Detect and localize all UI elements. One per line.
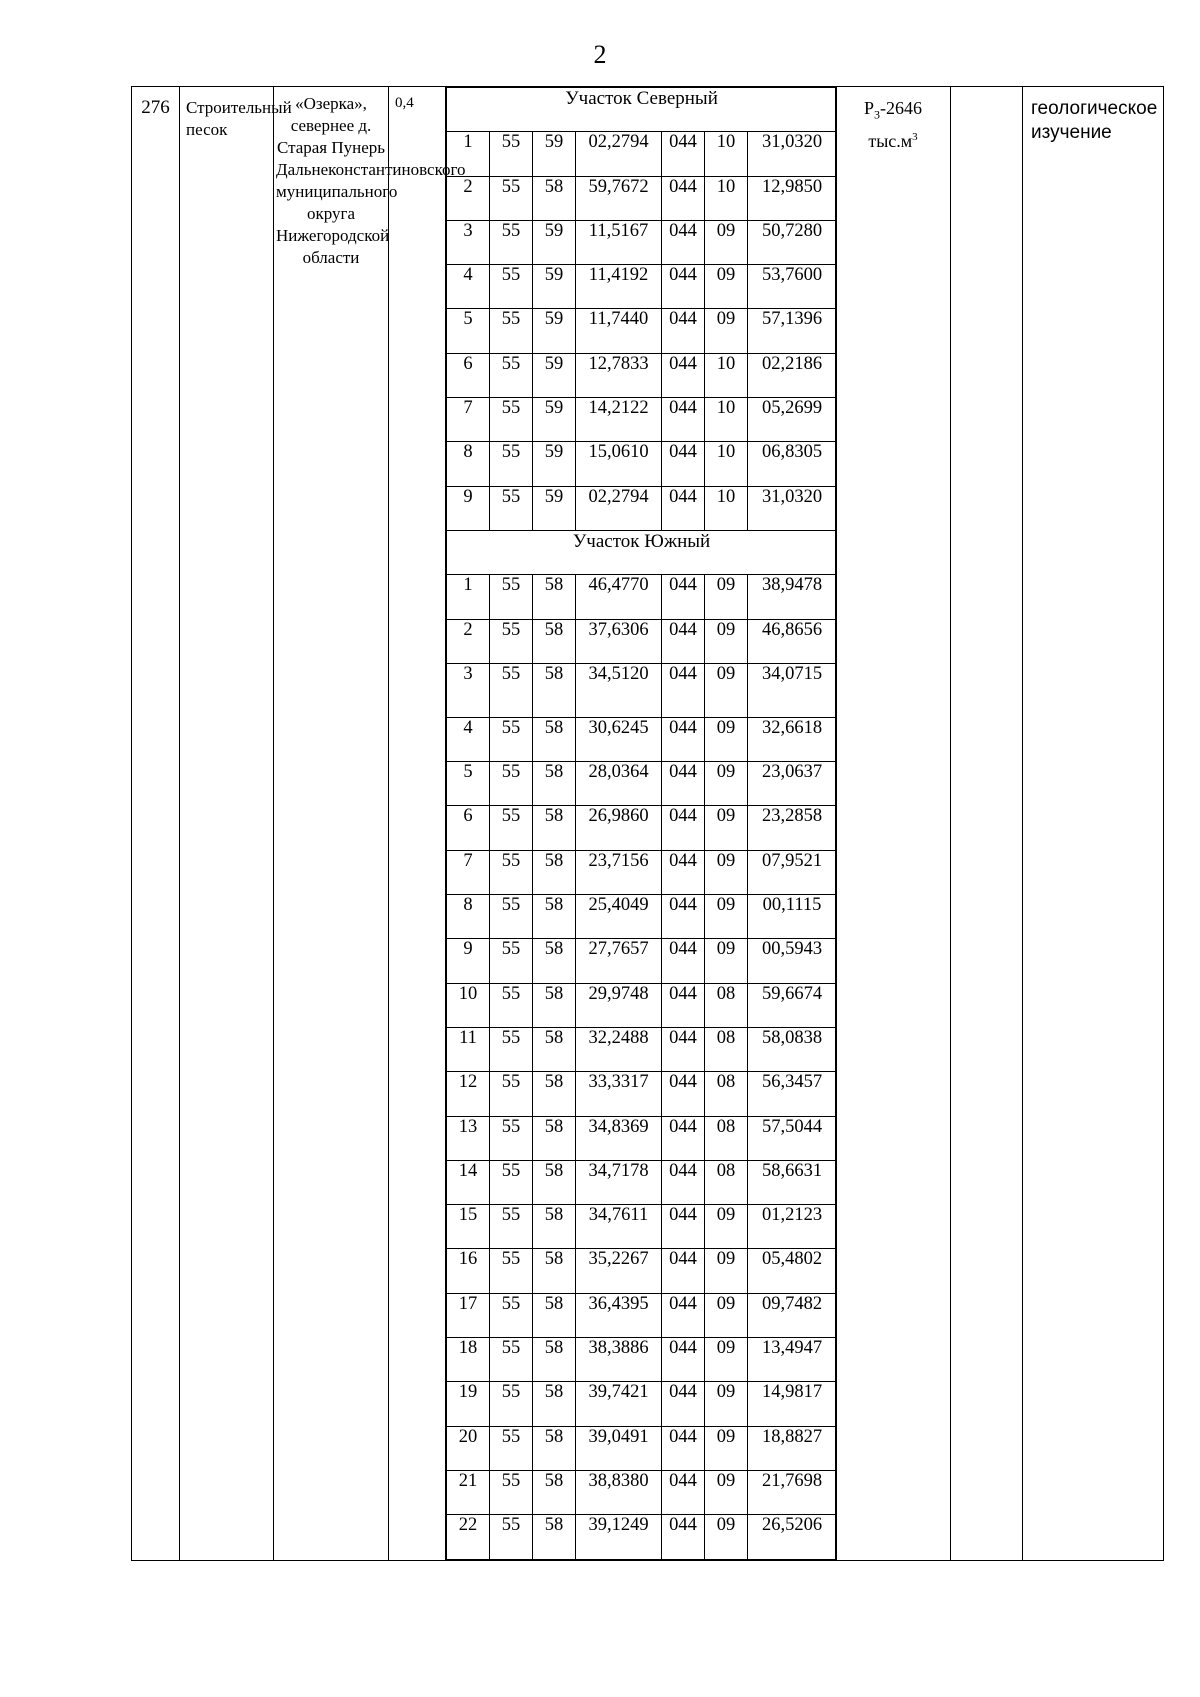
coordinate-cell: 08 (705, 983, 748, 1027)
coordinate-cell: 55 (490, 850, 533, 894)
coordinate-cell: 59 (533, 442, 576, 486)
coordinate-cell: 9 (447, 486, 490, 530)
coordinate-cell: 044 (662, 486, 705, 530)
coordinate-cell: 11,5167 (576, 220, 662, 264)
row-number: 276 (132, 87, 180, 1561)
coordinate-cell: 55 (490, 132, 533, 176)
coordinate-cell: 55 (490, 663, 533, 717)
coordinate-cell: 044 (662, 717, 705, 761)
coordinate-cell: 29,9748 (576, 983, 662, 1027)
coordinate-cell: 58 (533, 1249, 576, 1293)
coordinate-cell: 09 (705, 1205, 748, 1249)
coordinate-cell: 26,5206 (748, 1515, 837, 1559)
coordinate-cell: 58 (533, 663, 576, 717)
coordinate-cell: 55 (490, 619, 533, 663)
coordinate-cell: 3 (447, 663, 490, 717)
coordinate-cell: 044 (662, 132, 705, 176)
licence-table (131, 86, 1164, 1561)
section-header-row (447, 530, 837, 574)
coordinate-cell: 044 (662, 1426, 705, 1470)
purpose: геологическое изучение (1023, 87, 1164, 1561)
coordinate-cell: 19 (447, 1382, 490, 1426)
coordinate-cell: 38,9478 (748, 575, 837, 619)
coordinate-cell: 044 (662, 983, 705, 1027)
coordinate-cell: 38,8380 (576, 1470, 662, 1514)
coordinate-cell: 044 (662, 176, 705, 220)
coordinate-cell: 34,0715 (748, 663, 837, 717)
coordinate-row (447, 850, 837, 894)
coordinate-row (447, 1293, 837, 1337)
coordinate-cell: 37,6306 (576, 619, 662, 663)
coordinate-cell: 55 (490, 1027, 533, 1071)
coordinate-cell: 02,2794 (576, 132, 662, 176)
coordinate-row (447, 983, 837, 1027)
coordinate-row (447, 265, 837, 309)
section-title: Участок Южный (447, 530, 837, 574)
coordinate-cell: 044 (662, 265, 705, 309)
coordinate-cell: 58 (533, 1027, 576, 1071)
coordinate-cell: 55 (490, 983, 533, 1027)
coordinate-cell: 044 (662, 663, 705, 717)
coordinate-cell: 32,2488 (576, 1027, 662, 1071)
coordinate-row (447, 220, 837, 264)
empty-cell (951, 87, 1023, 1561)
coordinate-cell: 09 (705, 265, 748, 309)
coordinate-cell: 34,5120 (576, 663, 662, 717)
coordinate-cell: 044 (662, 1160, 705, 1204)
coordinate-cell: 55 (490, 1205, 533, 1249)
coordinates-cell (446, 87, 836, 1561)
coordinate-cell: 57,5044 (748, 1116, 837, 1160)
coordinate-cell: 55 (490, 1338, 533, 1382)
coordinate-cell: 55 (490, 398, 533, 442)
coordinate-row (447, 895, 837, 939)
coordinate-cell: 50,7280 (748, 220, 837, 264)
coordinate-cell: 16 (447, 1249, 490, 1293)
coordinate-cell: 57,1396 (748, 309, 837, 353)
coordinate-cell: 11,7440 (576, 309, 662, 353)
coordinate-cell: 58 (533, 850, 576, 894)
coordinate-cell: 044 (662, 575, 705, 619)
coordinate-cell: 044 (662, 939, 705, 983)
section-header-row (447, 88, 837, 132)
coordinate-cell: 09 (705, 1515, 748, 1559)
coordinate-cell: 31,0320 (748, 486, 837, 530)
coordinate-cell: 58 (533, 619, 576, 663)
coordinate-cell: 09 (705, 762, 748, 806)
coordinate-cell: 044 (662, 398, 705, 442)
coordinate-cell: 09,7482 (748, 1293, 837, 1337)
coordinate-cell: 1 (447, 132, 490, 176)
coordinate-row (447, 353, 837, 397)
site-location: «Озерка», севернее д. Старая Пунерь Дальнеконстантиновского муниципального округа Нижегородской области (274, 87, 389, 1561)
coordinate-cell: 58 (533, 1160, 576, 1204)
coordinate-cell: 55 (490, 895, 533, 939)
coordinate-row (447, 762, 837, 806)
coordinate-row (447, 176, 837, 220)
reserves-unit: $тыс.м^3$ (868, 130, 918, 151)
coordinate-cell: 5 (447, 762, 490, 806)
table-row (132, 87, 1164, 1561)
coordinate-cell: 7 (447, 398, 490, 442)
coordinate-cell: 13,4947 (748, 1338, 837, 1382)
coordinate-cell: 09 (705, 717, 748, 761)
coordinate-row (447, 442, 837, 486)
coordinate-cell: 59 (533, 309, 576, 353)
coordinate-cell: 55 (490, 220, 533, 264)
coordinate-cell: 09 (705, 1382, 748, 1426)
coordinates-table (446, 87, 837, 1560)
coordinate-cell: 02,2186 (748, 353, 837, 397)
coordinate-cell: 1 (447, 575, 490, 619)
coordinate-cell: 044 (662, 806, 705, 850)
coordinate-cell: 58 (533, 762, 576, 806)
coordinate-cell: 55 (490, 1072, 533, 1116)
coordinate-cell: 12,7833 (576, 353, 662, 397)
coordinate-row (447, 806, 837, 850)
coordinate-cell: 18,8827 (748, 1426, 837, 1470)
coordinate-cell: 46,4770 (576, 575, 662, 619)
coordinate-cell: 59 (533, 220, 576, 264)
coordinate-cell: 58 (533, 806, 576, 850)
coordinate-cell: 9 (447, 939, 490, 983)
reserves-category: $P_3-2646$ (863, 98, 922, 122)
coordinate-cell: 59 (533, 132, 576, 176)
coordinate-cell: 09 (705, 1470, 748, 1514)
coordinate-cell: 12,9850 (748, 176, 837, 220)
coordinate-cell: 08 (705, 1072, 748, 1116)
coordinate-cell: 32,6618 (748, 717, 837, 761)
coordinate-cell: 5 (447, 309, 490, 353)
coordinate-cell: 09 (705, 806, 748, 850)
coordinate-cell: 27,7657 (576, 939, 662, 983)
coordinate-cell: 59 (533, 486, 576, 530)
coordinate-cell: 28,0364 (576, 762, 662, 806)
coordinate-cell: 044 (662, 353, 705, 397)
coordinate-cell: 55 (490, 1470, 533, 1514)
coordinate-cell: 044 (662, 1116, 705, 1160)
coordinate-cell: 38,3886 (576, 1338, 662, 1382)
coordinate-cell: 58 (533, 895, 576, 939)
coordinate-cell: 58,0838 (748, 1027, 837, 1071)
coordinate-cell: 23,0637 (748, 762, 837, 806)
coordinate-cell: 58 (533, 1515, 576, 1559)
coordinate-cell: 044 (662, 1338, 705, 1382)
coordinate-cell: 10 (705, 486, 748, 530)
coordinate-cell: 18 (447, 1338, 490, 1382)
coordinate-cell: 25,4049 (576, 895, 662, 939)
coordinate-cell: 044 (662, 1293, 705, 1337)
coordinate-cell: 044 (662, 220, 705, 264)
coordinate-cell: 09 (705, 663, 748, 717)
coordinate-cell: 53,7600 (748, 265, 837, 309)
area-value: 0,4 (389, 87, 446, 1561)
coordinate-cell: 58 (533, 1116, 576, 1160)
coordinate-row (447, 1470, 837, 1514)
coordinate-cell: 09 (705, 850, 748, 894)
coordinate-cell: 4 (447, 265, 490, 309)
coordinate-cell: 07,9521 (748, 850, 837, 894)
coordinate-cell: 58 (533, 575, 576, 619)
coordinate-cell: 55 (490, 1515, 533, 1559)
coordinate-row (447, 1116, 837, 1160)
coordinate-row (447, 398, 837, 442)
coordinate-row (447, 1338, 837, 1382)
coordinate-cell: 09 (705, 1293, 748, 1337)
coordinate-cell: 09 (705, 939, 748, 983)
coordinate-cell: 044 (662, 1249, 705, 1293)
coordinate-cell: 46,8656 (748, 619, 837, 663)
coordinate-cell: 21 (447, 1470, 490, 1514)
coordinate-cell: 044 (662, 1205, 705, 1249)
coordinate-cell: 14 (447, 1160, 490, 1204)
coordinate-cell: 55 (490, 309, 533, 353)
coordinate-cell: 14,2122 (576, 398, 662, 442)
coordinate-cell: 58 (533, 1382, 576, 1426)
coordinate-cell: 044 (662, 762, 705, 806)
coordinate-cell: 6 (447, 353, 490, 397)
coordinate-cell: 09 (705, 619, 748, 663)
coordinate-cell: 55 (490, 353, 533, 397)
coordinate-cell: 58 (533, 1072, 576, 1116)
coordinate-cell: 09 (705, 575, 748, 619)
coordinate-cell: 55 (490, 939, 533, 983)
coordinate-cell: 58 (533, 176, 576, 220)
coordinate-cell: 044 (662, 1027, 705, 1071)
coordinate-cell: 21,7698 (748, 1470, 837, 1514)
coordinate-cell: 15 (447, 1205, 490, 1249)
coordinate-cell: 58 (533, 983, 576, 1027)
coordinate-cell: 59,6674 (748, 983, 837, 1027)
coordinate-cell: 34,7178 (576, 1160, 662, 1204)
coordinate-cell: 55 (490, 806, 533, 850)
coordinate-cell: 3 (447, 220, 490, 264)
coordinate-cell: 09 (705, 1249, 748, 1293)
coordinate-row (447, 309, 837, 353)
coordinate-cell: 36,4395 (576, 1293, 662, 1337)
coordinate-row (447, 619, 837, 663)
coordinate-cell: 55 (490, 265, 533, 309)
coordinate-row (447, 1382, 837, 1426)
coordinate-cell: 55 (490, 1160, 533, 1204)
coordinate-cell: 10 (705, 442, 748, 486)
coordinate-cell: 044 (662, 442, 705, 486)
section-title: Участок Северный (447, 88, 837, 132)
coordinate-cell: 20 (447, 1426, 490, 1470)
coordinate-row (447, 1426, 837, 1470)
coordinate-cell: 10 (705, 353, 748, 397)
coordinate-cell: 58 (533, 1293, 576, 1337)
coordinate-cell: 044 (662, 309, 705, 353)
coordinate-row (447, 1027, 837, 1071)
coordinate-cell: 55 (490, 176, 533, 220)
coordinate-cell: 39,0491 (576, 1426, 662, 1470)
coordinate-cell: 59 (533, 265, 576, 309)
coordinate-cell: 13 (447, 1116, 490, 1160)
coordinate-cell: 2 (447, 176, 490, 220)
coordinate-cell: 044 (662, 1072, 705, 1116)
coordinate-cell: 30,6245 (576, 717, 662, 761)
coordinate-cell: 55 (490, 1382, 533, 1426)
coordinate-cell: 14,9817 (748, 1382, 837, 1426)
coordinate-cell: 55 (490, 762, 533, 806)
coordinate-cell: 05,4802 (748, 1249, 837, 1293)
coordinate-cell: 6 (447, 806, 490, 850)
coordinate-cell: 55 (490, 1293, 533, 1337)
coordinate-cell: 08 (705, 1116, 748, 1160)
coordinate-cell: 55 (490, 1249, 533, 1293)
coordinate-cell: 044 (662, 895, 705, 939)
coordinate-cell: 10 (705, 398, 748, 442)
coordinate-cell: 34,7611 (576, 1205, 662, 1249)
coordinate-cell: 59 (533, 398, 576, 442)
coordinate-cell: 08 (705, 1160, 748, 1204)
coordinate-cell: 08 (705, 1027, 748, 1071)
coordinate-cell: 11 (447, 1027, 490, 1071)
coordinate-row (447, 1160, 837, 1204)
coordinate-cell: 55 (490, 575, 533, 619)
coordinate-cell: 2 (447, 619, 490, 663)
coordinate-cell: 09 (705, 309, 748, 353)
coordinate-row (447, 132, 837, 176)
coordinate-cell: 55 (490, 717, 533, 761)
coordinate-cell: 58,6631 (748, 1160, 837, 1204)
coordinate-cell: 22 (447, 1515, 490, 1559)
coordinate-row (447, 663, 837, 717)
coordinate-cell: 55 (490, 1426, 533, 1470)
coordinate-cell: 01,2123 (748, 1205, 837, 1249)
coordinate-cell: 15,0610 (576, 442, 662, 486)
page-number: 2 (593, 40, 607, 69)
reserves (836, 87, 951, 1561)
coordinate-cell: 05,2699 (748, 398, 837, 442)
coordinate-cell: 17 (447, 1293, 490, 1337)
coordinate-cell: 55 (490, 486, 533, 530)
coordinate-cell: 8 (447, 442, 490, 486)
coordinate-cell: 09 (705, 1426, 748, 1470)
coordinate-cell: 10 (447, 983, 490, 1027)
coordinate-row (447, 486, 837, 530)
coordinate-cell: 12 (447, 1072, 490, 1116)
coordinate-cell: 33,3317 (576, 1072, 662, 1116)
mineral-type: Строительный песок (180, 87, 274, 1561)
coordinate-cell: 59 (533, 353, 576, 397)
coordinate-cell: 09 (705, 1338, 748, 1382)
coordinate-cell: 8 (447, 895, 490, 939)
coordinate-cell: 044 (662, 1470, 705, 1514)
coordinate-cell: 23,2858 (748, 806, 837, 850)
coordinate-cell: 09 (705, 220, 748, 264)
coordinate-cell: 11,4192 (576, 265, 662, 309)
coordinate-cell: 044 (662, 1515, 705, 1559)
coordinate-cell: 58 (533, 939, 576, 983)
coordinate-row (447, 1205, 837, 1249)
coordinate-cell: 7 (447, 850, 490, 894)
coordinate-cell: 35,2267 (576, 1249, 662, 1293)
coordinate-cell: 10 (705, 176, 748, 220)
coordinate-cell: 10 (705, 132, 748, 176)
coordinate-cell: 55 (490, 442, 533, 486)
coordinate-cell: 00,1115 (748, 895, 837, 939)
coordinate-cell: 34,8369 (576, 1116, 662, 1160)
coordinate-row (447, 575, 837, 619)
coordinate-cell: 58 (533, 1338, 576, 1382)
coordinate-cell: 39,1249 (576, 1515, 662, 1559)
coordinate-cell: 39,7421 (576, 1382, 662, 1426)
coordinate-cell: 58 (533, 1470, 576, 1514)
coordinate-cell: 044 (662, 619, 705, 663)
coordinate-cell: 59,7672 (576, 176, 662, 220)
coordinate-cell: 044 (662, 1382, 705, 1426)
coordinate-cell: 31,0320 (748, 132, 837, 176)
coordinate-row (447, 717, 837, 761)
coordinate-cell: 02,2794 (576, 486, 662, 530)
coordinate-cell: 09 (705, 895, 748, 939)
coordinate-cell: 58 (533, 1426, 576, 1470)
coordinate-cell: 55 (490, 1116, 533, 1160)
coordinate-cell: 56,3457 (748, 1072, 837, 1116)
coordinate-cell: 23,7156 (576, 850, 662, 894)
coordinate-cell: 044 (662, 850, 705, 894)
coordinate-cell: 26,9860 (576, 806, 662, 850)
coordinate-row (447, 1249, 837, 1293)
coordinate-row (447, 1072, 837, 1116)
coordinate-cell: 4 (447, 717, 490, 761)
coordinate-cell: 58 (533, 1205, 576, 1249)
coordinate-cell: 58 (533, 717, 576, 761)
coordinate-cell: 00,5943 (748, 939, 837, 983)
coordinate-row (447, 939, 837, 983)
coordinate-cell: 06,8305 (748, 442, 837, 486)
coordinate-row (447, 1515, 837, 1559)
